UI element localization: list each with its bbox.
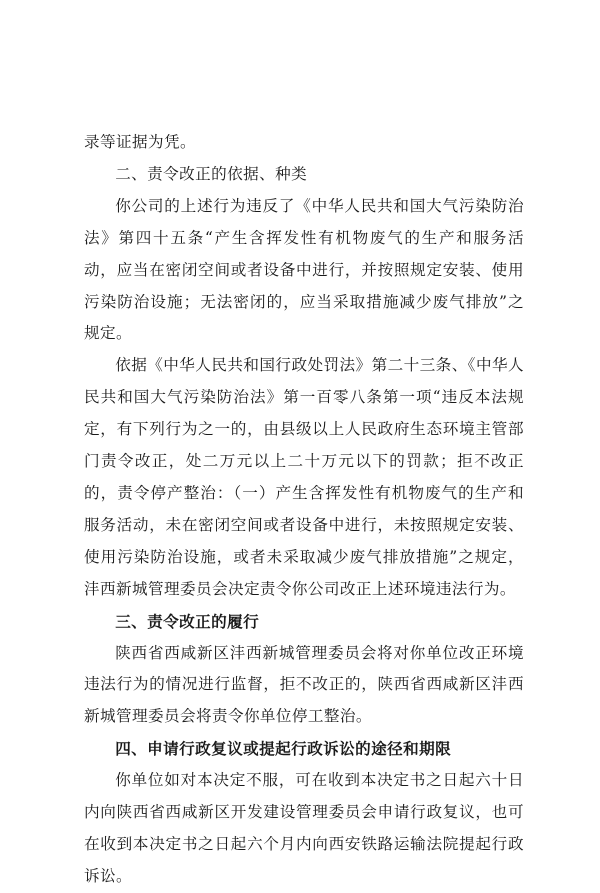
section-heading-appeal: 四、申请行政复议或提起行政诉讼的途径和期限 <box>115 739 452 759</box>
section-heading-basis: 二、责令改正的依据、种类 <box>115 164 308 183</box>
paragraph-violation: 你公司的上述行为违反了《中华人民共和国大气污染防治法》第四十五条“产生含挥发性有机物废气的生产和服务活动，应当在密闭空间或者设备中进行，并按照规定安装、使用污染防治设施；无法密闭的，应当采取措施减少废气排放”之规定。 <box>84 196 524 343</box>
document-body <box>84 127 524 893</box>
paragraph-legal-basis: 依据《中华人民共和国行政处罚法》第二十三条、《中华人民共和国大气污染防治法》第一百零八条第一项“违反本法规定，有下列行为之一的，由县级以上人民政府生态环境主管部门责令改正，处二万元以上二十万元以下的罚款；拒不改正的，责令停产整治：（一）产生含挥发性有机物废气的生产和服务活动，未在密闭空间或者设备中进行，未按照规定安装、使用污染防治设施，或者未采取减少废气排放措施”之规定，沣西新城管理委员会决定责令你公司改正上述环境违法行为。 <box>84 356 524 598</box>
paragraph-evidence-end: 录等证据为凭。 <box>84 133 196 151</box>
paragraph-appeal: 你单位如对本决定不服，可在收到本决定书之日起六十日内向陕西省西咸新区开发建设管理委员会申请行政复议，也可在收到本决定书之日起六个月内向西安铁路运输法院提起行政诉讼。 <box>84 771 524 885</box>
paragraph-supervision: 陕西省西咸新区沣西新城管理委员会将对你单位改正环境违法行为的情况进行监督，拒不改正的，陕西省西咸新区沣西新城管理委员会将责令你单位停工整治。 <box>84 643 524 726</box>
section-heading-performance: 三、责令改正的履行 <box>115 611 260 631</box>
